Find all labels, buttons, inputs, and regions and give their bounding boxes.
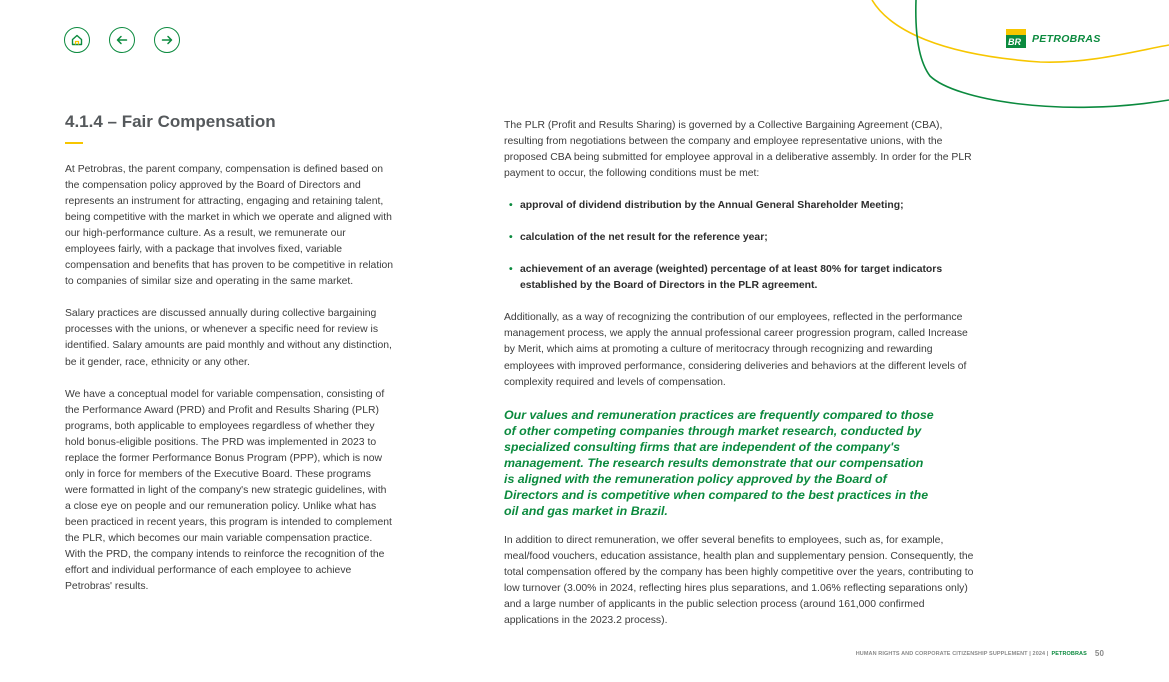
footer-brand: PETROBRAS	[1051, 650, 1087, 657]
br-logo-mark	[1006, 29, 1026, 48]
plr-conditions-list	[504, 198, 974, 294]
highlight-quote: Our values and remuneration practices are frequently compared to those of other competing companies through market research, conducted by specialized consulting firms that are independent of the company's management. The research results demonstrate that our compensation is aligned with the remuneration policy approved by the Board of Directors and is competitive when compared to the best practices in the oil and gas market in Brazil.	[504, 407, 934, 518]
left-column	[65, 112, 395, 611]
list-item: • approval of dividend distribution by the Annual General Shareholder Meeting;	[504, 198, 974, 214]
page-footer	[856, 649, 1104, 658]
logo-mark-text: BR	[1008, 37, 1021, 47]
title-underline	[65, 142, 83, 144]
section-title: 4.1.4 – Fair Compensation	[65, 112, 276, 131]
arrow-right-icon	[160, 33, 174, 47]
forward-button[interactable]	[154, 27, 180, 53]
paragraph-plr-intro: The PLR (Profit and Results Sharing) is governed by a Collective Bargaining Agreement (CBA), resulting from negotiations between the company and employee representative unions, with the proposed CBA being submitted for employee approval in a deliberative assembly. In order for the PLR payment to occur, the following conditions must be met:	[504, 120, 972, 180]
list-item: • achievement of an average (weighted) percentage of at least 80% for target indicators established by the Board of Directors in the PLR agreement.	[504, 262, 974, 294]
paragraph-benefits: In addition to direct remuneration, we offer several benefits to employees, such as, for example, meal/food vouchers, education assistance, health plan and supplementary pension. Consequently, the total compensation offered by the company has been highly competitive over the years, contributing to low turnover (3.00% in 2024, reflecting hires plus separations, and 1.06% reflecting separations only) and a large number of applicants in the public selection process (around 161,000 confirmed applications in the 2023.2 process).	[504, 534, 974, 626]
arrow-left-icon	[115, 33, 129, 47]
home-icon	[70, 33, 84, 47]
petrobras-logo	[1006, 29, 1101, 48]
right-column	[504, 118, 974, 645]
back-button[interactable]	[109, 27, 135, 53]
logo-wordmark: PETROBRAS	[1032, 32, 1101, 45]
paragraph-compensation-policy: At Petrobras, the parent company, compensation is defined based on the compensation policy approved by the Board of Directors and represents an instrument for attracting, engaging and retaining talent, being competitive with the market in which we operate and aligned with our high-performance culture. As a result, we remunerate our employees fairly, with a package that involves fixed, variable compensation and benefits that has proven to be competitive in relation to companies of similar size and operating in the same market.	[65, 164, 394, 288]
list-item: • calculation of the net result for the reference year;	[504, 230, 974, 246]
footer-document-title: HUMAN RIGHTS AND CORPORATE CITIZENSHIP SUPPLEMENT | 2024 |	[855, 650, 1049, 657]
paragraph-salary-practices: Salary practices are discussed annually during collective bargaining processes with the unions, or whenever a specific need for review is identified. Salary amounts are paid monthly and without any distinction, be it gender, race, ethnicity or any other.	[65, 308, 392, 368]
home-button[interactable]	[64, 27, 90, 53]
page-navigation	[64, 27, 180, 53]
page-number: 50	[1094, 649, 1104, 658]
decorative-curves	[860, 0, 1169, 120]
paragraph-increase-by-merit: Additionally, as a way of recognizing the contribution of our employees, reflected in the performance management process, we apply the annual professional career progression program, called Increase by Merit, which aims at promoting a culture of meritocracy through recognizing and rewarding employees with improved performance, considering deliveries and behaviors at the different levels of complexity required and levels of compensation.	[504, 312, 968, 388]
paragraph-variable-compensation: We have a conceptual model for variable compensation, consisting of the Performance Award (PRD) and Profit and Results Sharing (PLR) programs, both applicable to employees regardless of whether they hold bonus-eligible positions. The PRD was implemented in 2023 to replace the former Performance Bonus Program (PPP), which is now only in force for members of the Executive Board. These programs were formatted in light of the company's new strategic guidelines, with a close eye on people and our remuneration policy. Unlike what has been practiced in recent years, this program is intended to complement the PLR, which becomes our main variable compensation practice. With the PRD, the company intends to reinforce the recognition of the effort and individual performance of each employee to achieve Petrobras' results.	[65, 388, 392, 593]
